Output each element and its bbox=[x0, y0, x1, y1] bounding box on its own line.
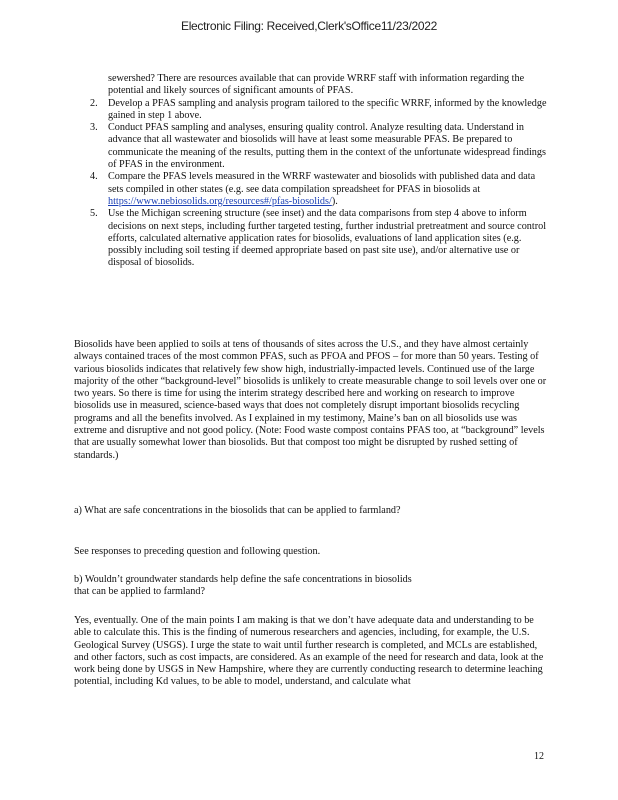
list-item-text-before: Compare the PFAS levels measured in the WRRF wastewater and biosolids with published data and data sets compiled in other states (e.g. see data compilation spreadsheet for PFAS in biosolids at bbox=[108, 171, 536, 195]
page-number: 12 bbox=[534, 751, 544, 762]
list-item-number: 5. bbox=[90, 208, 98, 220]
answer-b: Yes, eventually. One of the main points I am making is that we don’t have adequate data and understanding to be able to calculate this. This is the finding of numerous researchers and agencies, including, for example, the U.S. Geological Survey (USGS). I urge the state to wait until further research is completed, and MCLs are established, and other factors, such as cost impacts, are considered. As an example of the need for research and data, look at the work being done by USGS in New Hampshire, where they are currently conducting research to determine leaching potential, including Kd values, to be able to model, understand, and calculate what bbox=[74, 615, 544, 688]
list-item-text: Use the Michigan screening structure (see inset) and the data comparisons from step 4 above to inform decisions on next steps, including further targeted testing, further industrial pretreatment and source control efforts, calculated alternative application rates for biosolids, evaluations of land application sites (e.g. possibly including soil testing if deemed appropriate based on past site use), and/or alternative use or disposal of biosolids. bbox=[108, 208, 547, 269]
list-item-number: 3. bbox=[90, 122, 98, 134]
list-item bbox=[90, 208, 550, 269]
list-item bbox=[90, 171, 550, 208]
list-item-text bbox=[108, 171, 550, 208]
list-item-text: Conduct PFAS sampling and analyses, ensuring quality control. Analyze resulting data. Understand in advance that all wastewater and biosolids will have at least some measurable PFAS. Be prepared to communicate the meaning of the results, putting them in the context of the unfortunate widespread findings of PFAS in the environment. bbox=[108, 122, 546, 171]
answer-a: See responses to preceding question and following question. bbox=[74, 546, 321, 557]
filing-header: Electronic Filing: Received,Clerk'sOffice11/23/2022 bbox=[180, 19, 437, 33]
list-item bbox=[90, 98, 550, 123]
body-paragraph: Biosolids have been applied to soils at tens of thousands of sites across the U.S., and they have almost certainly always contained traces of the most common PFAS, such as PFOA and PFOS – for more than 50 years. Testing of various biosolids indicates that relatively few show high, industrially-impacted levels. Continued use of the large majority of the other “background-level” biosolids is unlikely to create measurable change to soil levels over one or two years. So there is time for using the interim strategy described here and working on research to improve biosolids use in measured, science-based ways that does not completely disrupt important biosolids recycling programs and all the benefits involved. As I explained in my testimony, Maine’s ban on all biosolids use was extreme and disruptive and not good policy. (Note: Food waste compost contains PFAS too, at “background” levels that are usually somewhat lower than biosolids. But that compost too might be disrupted by rushed setting of standards.) bbox=[74, 339, 547, 461]
question-b: b) Wouldn’t groundwater standards help define the safe concentrations in biosolids that can be applied to farmland? bbox=[74, 574, 412, 598]
list-item-text: Develop a PFAS sampling and analysis program tailored to the specific WRRF, informed by the knowledge gained in step 1 above. bbox=[108, 97, 547, 121]
list-item-text-after: ). bbox=[331, 195, 338, 207]
steps-list bbox=[90, 73, 550, 270]
question-a: a) What are safe concentrations in the biosolids that can be applied to farmland? bbox=[74, 505, 401, 516]
list-item-number: 2. bbox=[90, 97, 98, 109]
list-item-number: 4. bbox=[90, 171, 98, 183]
list-continuation: sewershed? There are resources available that can provide WRRF staff with information regarding the potential and likely sources of significant amounts of PFAS. bbox=[108, 73, 525, 97]
list-item bbox=[90, 122, 550, 171]
biosolids-data-link[interactable]: https://www.nebiosolids.org/resources#/pfas-biosolids/ bbox=[108, 195, 332, 207]
